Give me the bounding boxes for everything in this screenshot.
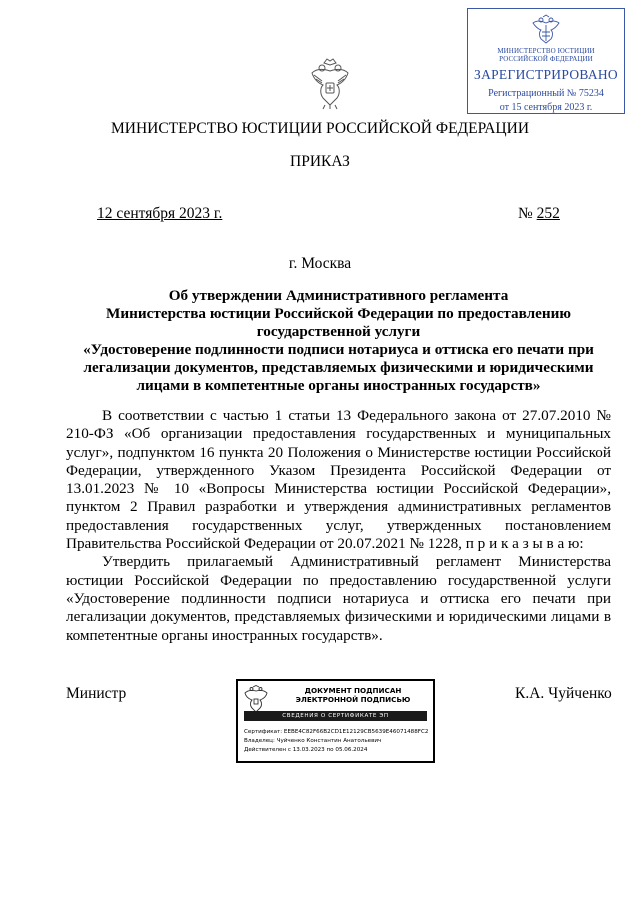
stamp-status: ЗАРЕГИСТРИРОВАНО bbox=[474, 67, 618, 82]
stamp-ministry-line2: РОССИЙСКОЙ ФЕДЕРАЦИИ bbox=[499, 55, 593, 63]
order-number-value: 252 bbox=[536, 205, 560, 222]
esig-certificate-bar: СВЕДЕНИЯ О СЕРТИФИКАТЕ ЭП bbox=[244, 711, 427, 721]
registration-stamp bbox=[467, 8, 625, 114]
order-body bbox=[66, 407, 611, 645]
esig-header-line2: ЭЛЕКТРОННОЙ ПОДПИСЬЮ bbox=[295, 695, 411, 704]
order-number-prefix: № bbox=[518, 205, 537, 222]
title-line: государственной услуги bbox=[256, 323, 421, 340]
stamp-reg-number: Регистрационный № 75234 bbox=[488, 88, 604, 99]
double-headed-eagle-icon bbox=[531, 14, 561, 46]
city: г. Москва bbox=[288, 255, 352, 272]
paragraph-resolution: Утвердить прилагаемый Административный регламент Министерства юстиции Российской Федерации по предоставлению государственной услуги «Удостоверение подлинности подписи нотариуса и оттиска его печати при легализации документов, представляемых физическими и юридическими лицами в компетентные органы иностранных государств». bbox=[66, 553, 611, 644]
signatory-name: К.А. Чуйченко bbox=[515, 685, 612, 702]
signatory-position: Министр bbox=[66, 685, 127, 702]
title-line: легализации документов, представляемых физическими и юридическими bbox=[83, 359, 594, 376]
document-type: ПРИКАЗ bbox=[290, 153, 350, 170]
esig-owner: Владелец: Чуйченко Константин Анатольевич bbox=[244, 738, 382, 744]
title-line: лицами в компетентные органы иностранных государств» bbox=[136, 377, 541, 394]
esig-validity: Действителен с 13.03.2023 по 05.06.2024 bbox=[244, 747, 368, 753]
paragraph-preamble: В соответствии с частью 1 статьи 13 Федерального закона от 27.07.2010 № 210-ФЗ «Об организации предоставления государственных и муниципальных услуг», подпунктом 16 пункта 20 Положения о Министерстве юстиции Российской Федерации, утвержденного Указом Президента Российской Федерации от 13.01.2023 № 10 «Вопросы Министерства юстиции Российской Федерации», пунктом 2 Правил разработки и утверждения административных регламентов предоставления государственных услуг, утвержденных постановлением Правительства Российской Федерации от 20.07.2021 № 1228, п р и к а з ы в а ю: bbox=[66, 407, 611, 553]
coat-of-arms-icon bbox=[310, 57, 350, 111]
stamp-ministry-line1: МИНИСТЕРСТВО ЮСТИЦИИ bbox=[497, 47, 595, 55]
order-date: 12 сентября 2023 г. bbox=[97, 205, 223, 222]
emblem-icon bbox=[244, 685, 268, 713]
title-line: Министерства юстиции Российской Федерации по предоставлению bbox=[106, 305, 571, 322]
ministry-heading: МИНИСТЕРСТВО ЮСТИЦИИ РОССИЙСКОЙ ФЕДЕРАЦИИ bbox=[110, 120, 530, 137]
esig-certificate: Сертификат: EEBE4C82F66B2CD1E12129CB5639E46071488FC2 bbox=[244, 729, 429, 735]
stamp-reg-date: от 15 сентября 2023 г. bbox=[499, 102, 593, 113]
order-title bbox=[66, 287, 611, 395]
electronic-signature-block bbox=[236, 679, 435, 763]
esig-header-line1: ДОКУМЕНТ ПОДПИСАН bbox=[304, 686, 402, 695]
title-line: «Удостоверение подлинности подписи нотариуса и оттиска его печати при bbox=[83, 341, 594, 358]
title-line: Об утверждении Административного регламента bbox=[168, 287, 509, 304]
order-number bbox=[518, 205, 560, 223]
